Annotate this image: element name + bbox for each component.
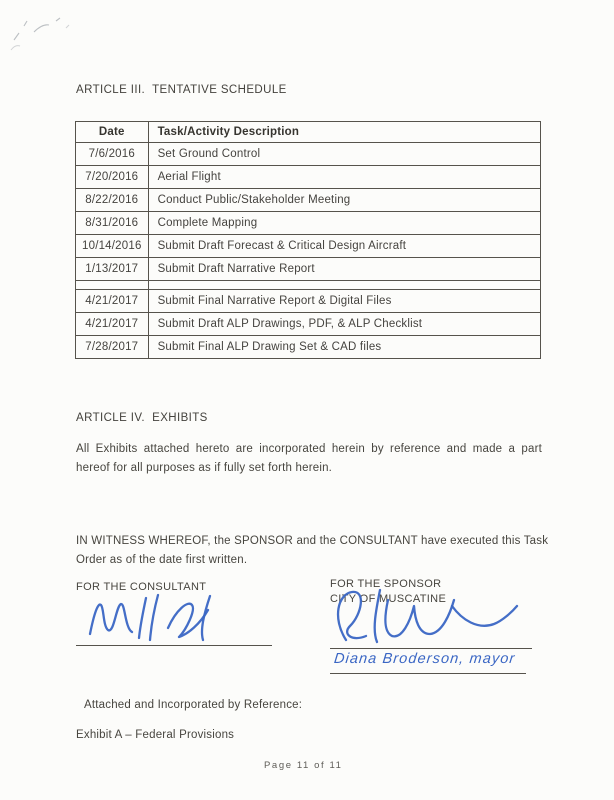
col-header-task: Task/Activity Description [148, 122, 540, 143]
consultant-signature-ink [84, 590, 264, 648]
cell-task: Submit Final Narrative Report & Digital Files [148, 290, 540, 313]
cell-date: 7/6/2016 [76, 143, 149, 166]
page-footer: Page 11 of 11 [264, 760, 343, 771]
table-row [76, 336, 541, 359]
cell-task: Submit Draft ALP Drawings, PDF, & ALP Checklist [148, 313, 540, 336]
cell-date: 8/22/2016 [76, 189, 149, 212]
table-row [76, 313, 541, 336]
sponsor-signature-ink [322, 584, 524, 648]
table-row [76, 258, 541, 281]
table-row [76, 189, 541, 212]
col-header-date: Date [76, 122, 149, 143]
cell-date: 4/21/2017 [76, 290, 149, 313]
exhibit-a-text: Exhibit A – Federal Provisions [76, 729, 235, 741]
attached-reference-text: Attached and Incorporated by Reference: [84, 699, 303, 711]
table-header-row [76, 122, 541, 143]
cell-task: Submit Draft Narrative Report [148, 258, 540, 281]
consultant-signature-line [76, 645, 272, 646]
witness-paragraph: IN WITNESS WHEREOF, the SPONSOR and the CONSULTANT have executed this Task Order as of the date first written. [76, 535, 549, 566]
cell-task: Aerial Flight [148, 166, 540, 189]
cell-date: 8/31/2016 [76, 212, 149, 235]
cell-date: 4/21/2017 [76, 313, 149, 336]
cell-task: Conduct Public/Stakeholder Meeting [148, 189, 540, 212]
sponsor-label-line1: FOR THE SPONSOR [330, 578, 442, 590]
sponsor-signatory-name: Diana Broderson, mayor [333, 651, 517, 667]
table-row [76, 143, 541, 166]
sponsor-org-label: CITY OF MUSCATINE [330, 592, 447, 605]
cell-date: 7/28/2017 [76, 336, 149, 359]
exhibits-paragraph: All Exhibits attached hereto are incorporated herein by reference and made a part hereof for all purposes as if fully set forth herein. [76, 443, 542, 474]
cell-task: Complete Mapping [148, 212, 540, 235]
schedule-table [75, 121, 541, 359]
cell-date: 10/14/2016 [76, 235, 149, 258]
cell-date [76, 281, 149, 290]
table-row [76, 235, 541, 258]
consultant-section-label: FOR THE CONSULTANT [76, 581, 207, 593]
article-iii-heading: ARTICLE III. TENTATIVE SCHEDULE [76, 84, 287, 96]
cell-task [148, 281, 540, 290]
cell-task: Submit Final ALP Drawing Set & CAD files [148, 336, 540, 359]
scan-artifact-marks [6, 12, 86, 56]
cell-date: 1/13/2017 [76, 258, 149, 281]
table-row [76, 290, 541, 313]
table-row [76, 166, 541, 189]
table-row [76, 212, 541, 235]
article-iv-heading: ARTICLE IV. EXHIBITS [76, 412, 208, 424]
sponsor-signatory-underline [330, 673, 526, 674]
table-row-spacer [76, 281, 541, 290]
cell-date: 7/20/2016 [76, 166, 149, 189]
cell-task: Submit Draft Forecast & Critical Design Aircraft [148, 235, 540, 258]
cell-task: Set Ground Control [148, 143, 540, 166]
sponsor-signature-line [330, 648, 532, 649]
